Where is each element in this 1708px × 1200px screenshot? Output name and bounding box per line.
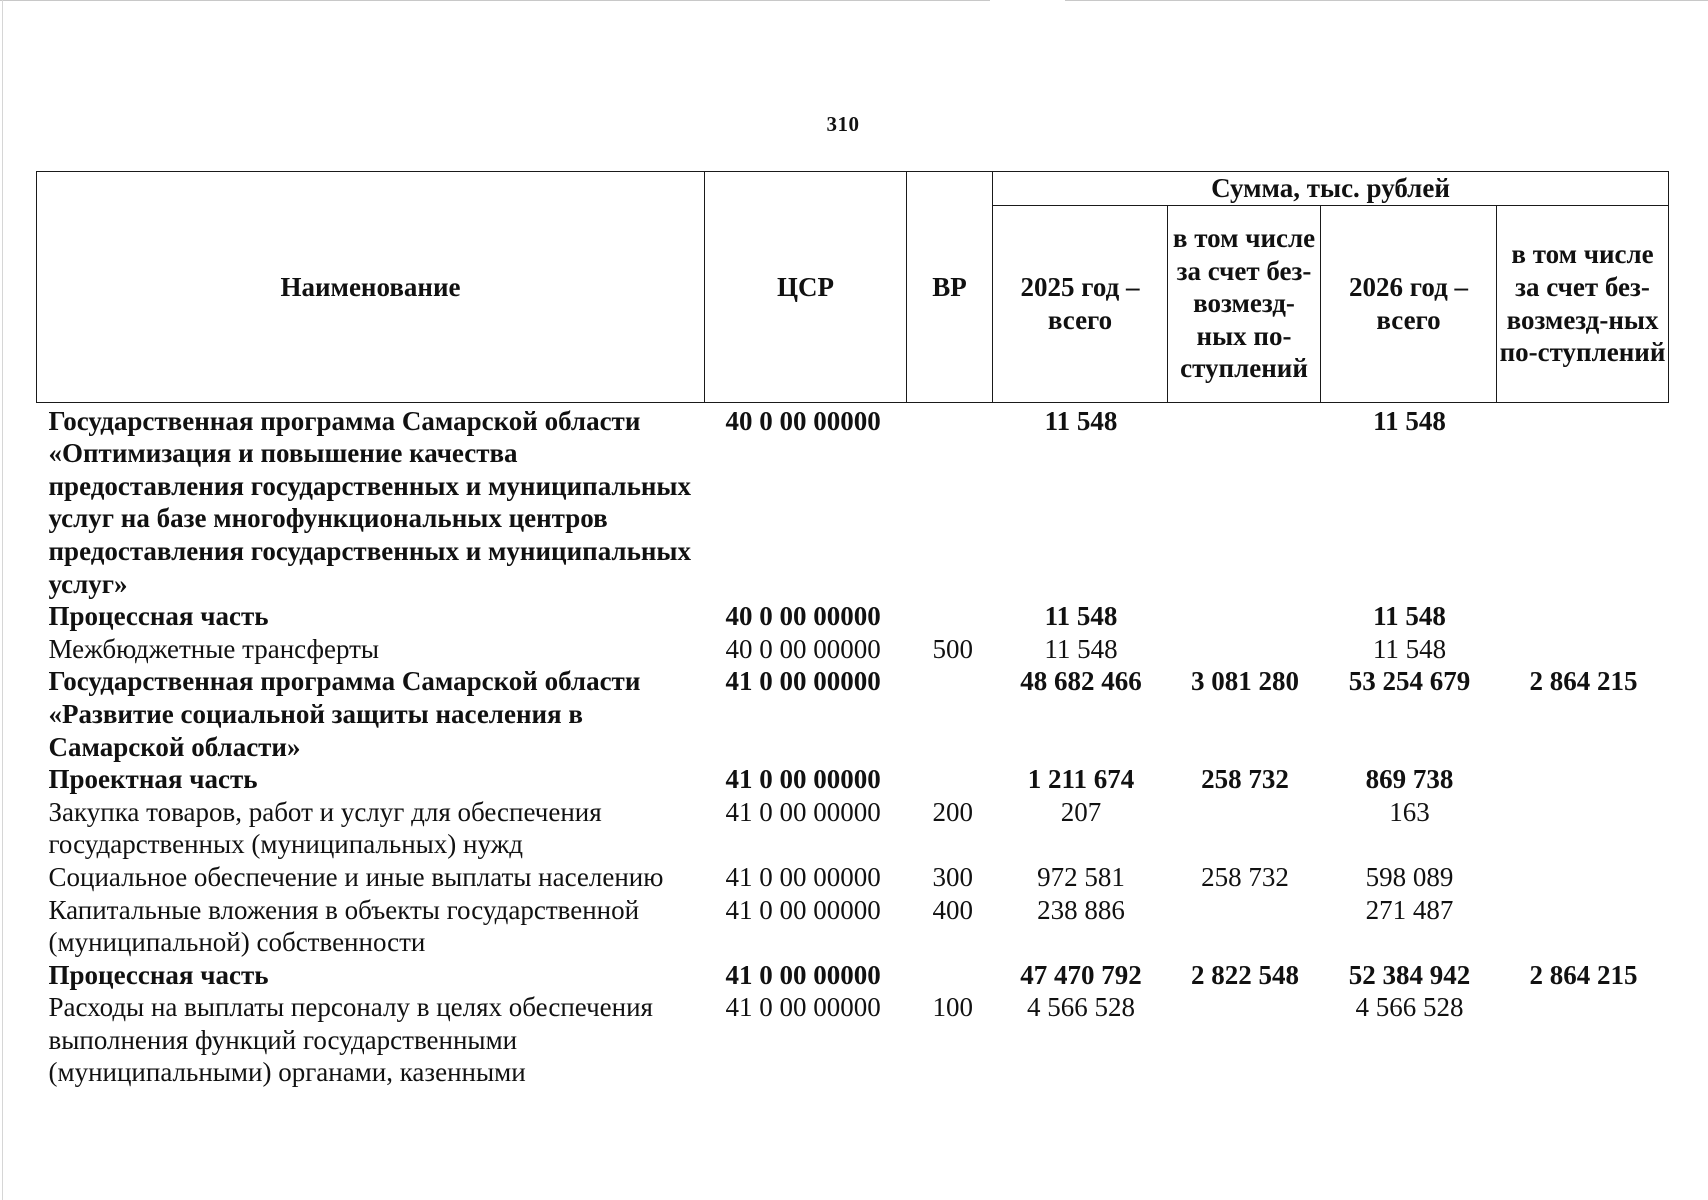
scan-edge-top-right — [1065, 0, 1708, 1]
row-name: Государственная программа Самарской области «Развитие социальной защиты населения в Самарской области» — [48, 666, 641, 762]
row-2026-total: 869 738 — [1365, 764, 1454, 795]
row-name: Закупка товаров, работ и услуг для обеспечения государственных (муниципальных) нужд — [48, 796, 602, 860]
row-2025-total: 47 470 792 — [1020, 959, 1142, 990]
table-row — [37, 861, 1669, 894]
table-header — [37, 172, 1669, 403]
table-row — [37, 894, 1669, 959]
row-2026-free: 2 864 215 — [1529, 666, 1638, 697]
scan-edge-left — [2, 0, 3, 1200]
row-2025-free — [1168, 633, 1321, 666]
row-2026-total: 163 — [1389, 796, 1430, 827]
row-2025-free: 2 822 548 — [1191, 959, 1299, 990]
header-2025-total: 2025 год – всего — [993, 205, 1168, 402]
header-amount-group: Сумма, тыс. рублей — [993, 172, 1669, 206]
row-name: Расходы на выплаты персоналу в целях обеспечения выполнения функций государственными (муниципальными) органами, казенными — [48, 992, 653, 1088]
row-csr: 41 0 00 00000 — [725, 796, 881, 827]
row-2026-free: 2 864 215 — [1529, 959, 1638, 990]
row-2026-free — [1497, 991, 1669, 1089]
row-2026-total: 53 254 679 — [1348, 666, 1471, 697]
table-row — [37, 796, 1669, 861]
row-2026-free — [1497, 861, 1669, 894]
row-name: Государственная программа Самарской области «Оптимизация и повышение качества предоставления государственных и муниципальных услуг на базе многофункциональных центров предоставления государственных и муниципальных услуг» — [48, 405, 691, 599]
row-2025-total: 4 566 528 — [1027, 992, 1135, 1023]
row-2026-free — [1497, 600, 1669, 633]
table-row — [37, 959, 1669, 992]
row-2026-free — [1497, 763, 1669, 796]
table-row — [37, 665, 1669, 763]
row-vr — [907, 763, 993, 796]
row-csr: 41 0 00 00000 — [725, 764, 881, 795]
row-csr: 41 0 00 00000 — [725, 959, 881, 990]
row-2025-total: 207 — [1060, 796, 1102, 827]
row-2025-total: 11 548 — [1044, 405, 1118, 436]
table-row — [37, 600, 1669, 633]
row-name: Процессная часть — [48, 959, 269, 990]
row-vr — [907, 959, 993, 992]
row-vr: 500 — [932, 633, 973, 664]
row-2026-free — [1497, 796, 1669, 861]
row-vr — [907, 600, 993, 633]
row-2026-free — [1497, 402, 1669, 600]
row-name: Межбюджетные трансферты — [48, 633, 380, 664]
row-vr — [907, 665, 993, 763]
row-vr: 200 — [932, 796, 973, 827]
row-2026-total: 4 566 528 — [1355, 992, 1464, 1023]
row-2026-total: 11 548 — [1373, 405, 1446, 436]
table-row — [37, 991, 1669, 1089]
row-2026-total: 11 548 — [1372, 633, 1447, 664]
row-2025-total: 48 682 466 — [1020, 666, 1142, 697]
row-2025-free — [1168, 796, 1321, 861]
row-2025-free — [1168, 991, 1321, 1089]
row-2026-total: 598 089 — [1365, 861, 1454, 892]
header-2026-free: в том числе за счет без-возмезд-ных по-ступлений — [1497, 205, 1669, 402]
row-vr — [907, 402, 993, 600]
row-csr: 41 0 00 00000 — [725, 666, 881, 697]
row-2026-total: 11 548 — [1373, 601, 1446, 632]
row-name: Процессная часть — [48, 601, 269, 632]
row-2025-free — [1168, 600, 1321, 633]
row-csr: 40 0 00 00000 — [725, 601, 881, 632]
header-csr: ЦСР — [705, 172, 907, 403]
row-2026-free — [1497, 894, 1669, 959]
row-csr: 41 0 00 00000 — [725, 861, 881, 892]
row-2025-free: 258 732 — [1201, 861, 1289, 892]
row-csr: 41 0 00 00000 — [725, 894, 881, 925]
row-2025-total: 11 548 — [1044, 601, 1118, 632]
header-vr: ВР — [907, 172, 993, 403]
row-vr: 100 — [932, 992, 973, 1023]
table-row — [37, 402, 1669, 600]
row-csr: 41 0 00 00000 — [725, 992, 881, 1023]
row-name: Социальное обеспечение и иные выплаты населению — [48, 861, 664, 892]
row-2025-free — [1168, 894, 1321, 959]
row-2026-total: 52 384 942 — [1348, 959, 1471, 990]
row-csr: 40 0 00 00000 — [725, 633, 881, 664]
row-csr: 40 0 00 00000 — [725, 405, 881, 436]
page-number: 310 — [826, 112, 860, 136]
row-2025-total: 238 886 — [1037, 894, 1125, 925]
row-2025-free — [1168, 402, 1321, 600]
row-2025-free: 3 081 280 — [1191, 666, 1299, 697]
row-2025-total: 1 211 674 — [1027, 764, 1135, 795]
row-2025-free: 258 732 — [1201, 764, 1289, 795]
row-2025-total: 11 548 — [1044, 633, 1118, 664]
row-2026-free — [1497, 633, 1669, 666]
row-2025-total: 972 581 — [1037, 861, 1125, 892]
row-vr: 300 — [932, 861, 973, 892]
row-name: Капитальные вложения в объекты государственной (муниципальной) собственности — [48, 894, 640, 958]
table-body — [37, 402, 1669, 1089]
row-vr: 400 — [932, 894, 973, 925]
table-row — [37, 633, 1669, 666]
scan-edge-top-left — [0, 0, 990, 1]
row-name: Проектная часть — [48, 764, 258, 795]
header-2026-total: 2026 год – всего — [1321, 205, 1497, 402]
header-name: Наименование — [37, 172, 705, 403]
table-row — [37, 763, 1669, 796]
budget-table — [36, 171, 1669, 1089]
row-2026-total: 271 487 — [1365, 894, 1454, 925]
header-2025-free: в том числе за счет без-возмезд-ных по-ступлений — [1168, 205, 1321, 402]
